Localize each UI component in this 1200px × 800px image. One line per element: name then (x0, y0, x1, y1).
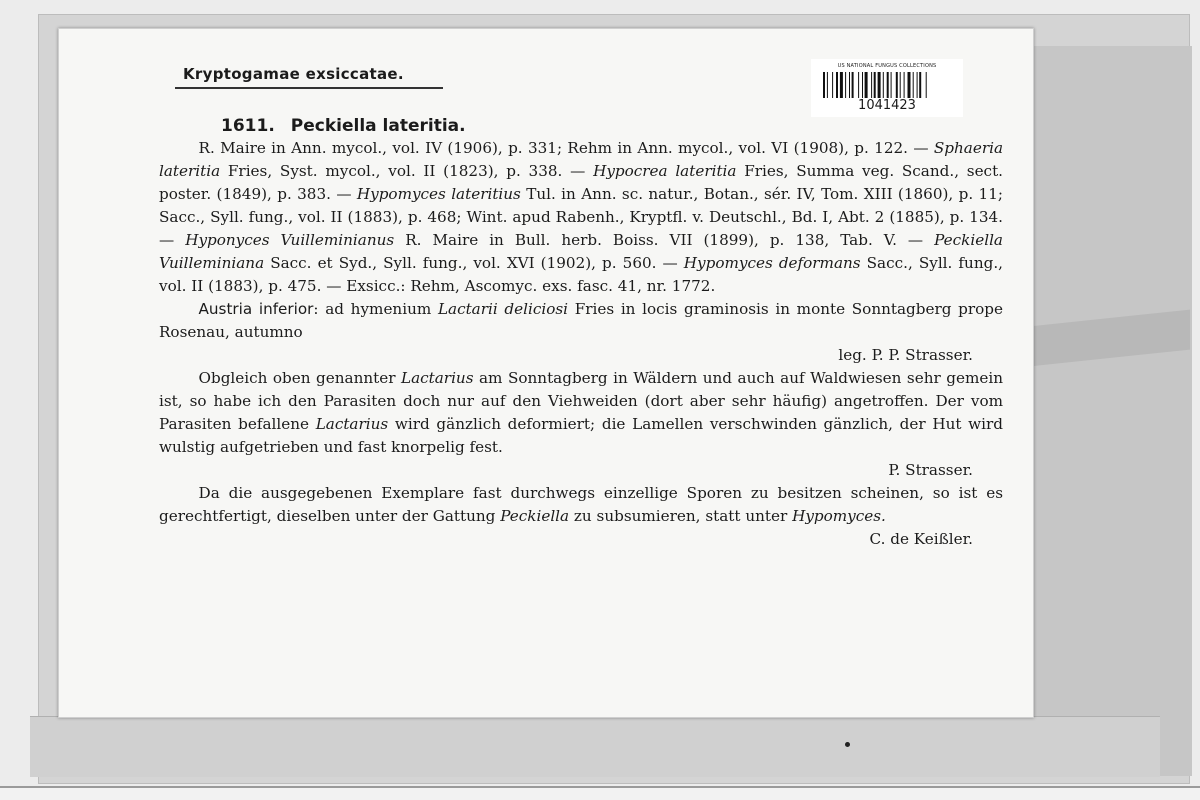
collector-signature: leg. P. P. Strasser. (838, 346, 973, 364)
keissler-signature: C. de Keißler. (869, 530, 973, 548)
barcode-bar (883, 72, 884, 98)
barcode-bar (908, 72, 911, 98)
barcode-bar (874, 72, 876, 98)
taxon-name: Peckiella lateritia. (290, 116, 466, 136)
barcode-bar (845, 72, 846, 98)
barcode-bar (878, 72, 881, 98)
folder-mark (845, 742, 850, 747)
label-body (159, 137, 1003, 551)
barcode-bar (887, 72, 889, 98)
strasser-signature: P. Strasser. (888, 461, 973, 479)
exsiccata-number: 1611. (221, 116, 275, 136)
barcode-bar (852, 72, 854, 98)
note-keissler: Da die ausgegebenen Exemplare fast durchwegs einzellige Sporen zu besitzen scheinen, so ist es gerechtfertigt, dieselben unter der Gattung Peckiella zu subsumieren, statt unter Hypomyces. C. de Keißler. (159, 482, 1003, 551)
synonymy-paragraph: R. Maire in Ann. mycol., vol. IV (1906), p. 331; Rehm in Ann. mycol., vol. VI (1908), p. 122. — Sphaeria lateritia Fries, Syst. mycol., vol. II (1823), p. 338. — Hypocrea lateritia Fries, Summa veg. Scand., sect. poster. (1849), p. 383. — Hypomyces lateritius Tul. in Ann. sc. natur., Botan., sér. IV, Tom. XIII (1860), p. 11; Sacc., Syll. fung., vol. II (1883), p. 468; Wint. apud Rabenh., Kryptfl. v. Deutschl., Bd. I, Abt. 2 (1885), p. 134. — Hyponyces Vuilleminianus R. Maire in Bull. herb. Boiss. VII (1899), p. 138, Tab. V. — Peckiella Vuilleminiana Sacc. et Syd., Syll. fung., vol. XVI (1902), p. 560. — Hypomyces deformans Sacc., Syll. fung., vol. II (1883), p. 475. — Exsicc.: Rehm, Ascomyc. exs. fasc. 41, nr. 1772. (159, 139, 1003, 295)
barcode-bar (827, 72, 828, 98)
barcode-sticker (811, 59, 963, 117)
barcode-bar (849, 72, 850, 98)
barcode-bar (917, 72, 918, 98)
barcode-caption: US NATIONAL FUNGUS COLLECTIONS (837, 63, 937, 69)
folder-bottom-edge (30, 716, 1160, 777)
barcode-bars (823, 72, 951, 98)
barcode-bar (926, 72, 927, 98)
barcode-bar (832, 72, 833, 98)
note-strasser: Obgleich oben genannter Lactarius am Sonntagberg in Wäldern und auch auf Waldwiesen sehr gemein ist, so habe ich den Parasiten doch nur auf den Viehweiden (dort aber sehr häufig) angetroffen. Der vom Parasiten befallene Lactarius wird gänzlich deformiert; die Lamellen verschwinden gänzlich, der Hut wird wulstig aufgetrieben und fast knorpelig fest. P. Strasser. (159, 367, 1003, 482)
series-title: Kryptogamae exsiccatae. (183, 65, 404, 83)
locality-region: Austria inferior (198, 300, 314, 318)
barcode-bar (904, 72, 905, 98)
specimen-heading (221, 116, 466, 136)
barcode-bar (900, 72, 901, 98)
barcode-bar (840, 72, 843, 98)
barcode-bar (919, 72, 921, 98)
barcode-bar (913, 72, 914, 98)
barcode-bar (865, 72, 868, 98)
barcode-bar (858, 72, 859, 98)
barcode-bar (871, 72, 872, 98)
series-title-underline (175, 87, 443, 89)
barcode-bar (891, 72, 892, 98)
barcode-bar (823, 72, 825, 98)
barcode-bar (862, 72, 863, 98)
barcode-number: 1041423 (858, 98, 916, 113)
barcode-bar (836, 72, 838, 98)
locality-paragraph: Austria inferior: ad hymenium Lactarii deliciosi Fries in locis graminosis in monte Sonntagberg prope Rosenau, autumno leg. P. P. Strasser. (159, 298, 1003, 367)
barcode-bar (896, 72, 898, 98)
specimen-label (58, 28, 1034, 718)
